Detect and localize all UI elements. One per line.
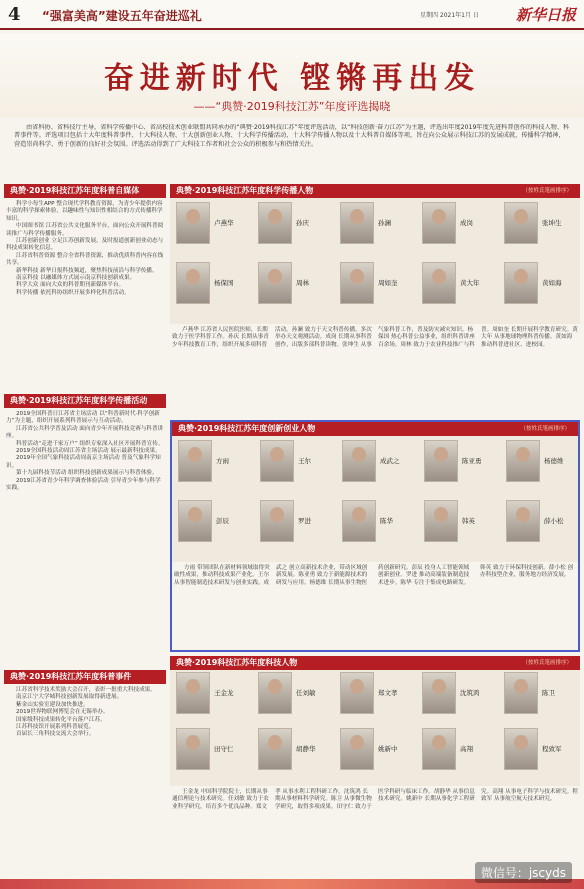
person-card bbox=[502, 500, 564, 558]
person-name: 田守仁 bbox=[214, 745, 234, 753]
person-card bbox=[172, 262, 234, 320]
person-card bbox=[254, 262, 316, 320]
paragraph: 科学传播 依托科协组织开展多样化科普活动。 bbox=[16, 289, 130, 296]
portrait-grid bbox=[170, 198, 580, 324]
section-science-events bbox=[4, 670, 166, 884]
paragraph: 2019世界物联网博览会在无锡举办。 bbox=[16, 709, 109, 716]
paragraph: 王金龙 中国科学院院士，长期从事通信理论与技术研究。任刘敏 致力于农业科学研究，培育多个优良品种。郑文孝 从事水利工程科研工作。沈筑鸿 长期从事材料科学研究。陈卫 从事微生物学研究，取得多项成果。田守仁 致力于医学科研与临床工作。胡静华 从事信息技术研究。姚新中 长期从事化学工程研究。高翔 从事电子科学与技术研究。程致军 从事航空航天技术研究。 bbox=[172, 789, 578, 810]
section-bar: 典赞·2019科技江苏年度科学传播活动 bbox=[4, 394, 166, 408]
person-name: 陈卫 bbox=[542, 689, 555, 697]
person-name: 杨保国 bbox=[214, 279, 234, 287]
person-name: 周林 bbox=[296, 279, 309, 287]
person-name: 沈筑鸿 bbox=[460, 689, 480, 697]
section-self-media bbox=[4, 184, 166, 394]
portrait-photo bbox=[176, 672, 210, 714]
person-name: 程致军 bbox=[542, 745, 562, 753]
section-bar bbox=[172, 422, 578, 436]
paragraph: 科学大众 面向大众的科普期刊新媒体平台。 bbox=[16, 282, 125, 289]
person-card bbox=[418, 262, 480, 320]
person-name: 王尔 bbox=[298, 457, 311, 465]
left-column bbox=[4, 184, 166, 884]
person-card bbox=[256, 500, 318, 558]
section-title: 典赞·2019科技江苏年度创新创业人物 bbox=[178, 424, 316, 433]
portrait-photo bbox=[342, 440, 376, 482]
portrait-photo bbox=[340, 202, 374, 244]
portrait-photo bbox=[176, 728, 210, 770]
person-card bbox=[418, 728, 480, 786]
person-card bbox=[500, 728, 562, 786]
portrait-photo bbox=[340, 728, 374, 770]
paragraph: 第十九届科技节活动 组织科技创新成果展示与科普体验。 bbox=[16, 470, 158, 477]
portrait-photo bbox=[340, 672, 374, 714]
right-column bbox=[170, 184, 580, 884]
person-card bbox=[256, 440, 318, 498]
person-card bbox=[254, 728, 316, 786]
paragraph: 2019全国科普日江苏省主场活动 以“科普新时代·科学创新力”为主题，组织开展系列科普展示与互动活动。 bbox=[6, 411, 160, 425]
paragraph: 江苏创新创业 立足江苏创新发展，及时报道创新创业动态与科技成果转化信息。 bbox=[6, 238, 164, 252]
section-science-activities bbox=[4, 394, 166, 670]
paragraph: 2019江苏省青少年科学调查体验活动 引导青少年参与科学实践。 bbox=[6, 477, 161, 492]
person-card bbox=[336, 728, 398, 786]
section-text bbox=[4, 198, 166, 394]
wechat-watermark: 微信号：jscyds bbox=[475, 862, 572, 883]
person-name: 薛小松 bbox=[544, 517, 564, 525]
portrait-grid bbox=[172, 436, 578, 562]
portrait-photo bbox=[258, 728, 292, 770]
portrait-photo bbox=[340, 262, 374, 304]
portrait-photo bbox=[422, 672, 456, 714]
person-name: 罗进 bbox=[298, 517, 311, 525]
person-name: 陈华 bbox=[380, 517, 393, 525]
person-card bbox=[172, 672, 234, 730]
section-title: 典赞·2019科技江苏年度科学传播人物 bbox=[176, 186, 314, 195]
portrait-photo bbox=[176, 202, 210, 244]
portrait-photo bbox=[504, 728, 538, 770]
person-card bbox=[418, 202, 480, 260]
paragraph: 科普活动“走进千家万户” 组织专家深入社区开展科普宣传。 bbox=[16, 440, 164, 447]
portrait-photo bbox=[258, 262, 292, 304]
paragraph: 江苏省科学技术奖励大会召开，表彰一批重大科技成果。 bbox=[16, 687, 156, 693]
paragraph: 2019年全国气象科技活动周南京主场活动 普及气象科学知识。 bbox=[6, 455, 161, 469]
section-text bbox=[172, 562, 578, 650]
section-bar: 典赞·2019科技江苏年度科普事件 bbox=[4, 670, 166, 684]
person-card bbox=[502, 440, 564, 498]
paragraph: 科学小每生APP 整合现代学科教育资源，为青少年提供内容丰富的科学探索体验，以趣味性与知识性相结合的方式传播科学知识。 bbox=[6, 201, 163, 222]
person-card bbox=[418, 672, 480, 730]
portrait-photo bbox=[504, 262, 538, 304]
person-name: 成武之 bbox=[380, 457, 400, 465]
section-bar bbox=[170, 184, 580, 198]
portrait-photo bbox=[342, 500, 376, 542]
section-text bbox=[4, 408, 166, 670]
paragraph: 江苏科技馆开展系列科普展览。 bbox=[16, 724, 95, 731]
portrait-photo bbox=[506, 500, 540, 542]
headline-title: 奋进新时代 铿锵再出发 bbox=[103, 61, 481, 96]
person-name: 高翔 bbox=[460, 745, 473, 753]
person-name: 黄大年 bbox=[460, 279, 480, 287]
paragraph: 中国图书馆 江苏省公共文化服务平台，面向公众开展科普阅读推广与科学传播服务。 bbox=[6, 223, 164, 237]
portrait-photo bbox=[422, 728, 456, 770]
person-card bbox=[172, 728, 234, 786]
portrait-photo bbox=[260, 500, 294, 542]
paragraph: 南京科技 以融媒体方式展示南京科技创新成果。 bbox=[16, 275, 136, 282]
person-name: 周如奎 bbox=[378, 279, 398, 287]
portrait-photo bbox=[258, 672, 292, 714]
section-title: “强富美高”建设五年奋进巡礼 bbox=[42, 9, 202, 23]
sort-hint: （按姓氏笔画排序） bbox=[522, 188, 572, 194]
paragraph: 江苏省科普资源 整合全省科普资源，推动优质科普内容在线共享。 bbox=[6, 252, 164, 267]
page-header bbox=[0, 0, 584, 30]
person-card bbox=[336, 202, 398, 260]
portrait-photo bbox=[424, 440, 458, 482]
person-name: 任刘敏 bbox=[296, 689, 316, 697]
person-card bbox=[254, 672, 316, 730]
paragraph: 南京江宁大学城科技创新发展取得新进展。 bbox=[16, 694, 123, 701]
portrait-photo bbox=[504, 202, 538, 244]
sort-hint: （按姓氏笔画排序） bbox=[520, 426, 570, 432]
person-name: 彭辰 bbox=[216, 517, 229, 525]
paragraph: 方雨 带领团队在新材料领域取得突破性成果，推动科技成果产业化。王尔 从事智能制造技术研发与创业实践。成武之 创立高新技术企业，带动区域创新发展。陈亚勇 致力于新能源技术的研发与应用。杨德维 长期从事生物医药创新研究。彭辰 投身人工智能领域创新创业。罗进 推动高端装备制造技术进步。陈华 专注于集成电路研发。韩英 致力于环保科技创新。薛小松 创办科技型企业，服务地方经济发展。 bbox=[174, 565, 574, 586]
person-card bbox=[338, 440, 400, 498]
person-name: 孙庆 bbox=[296, 219, 309, 227]
section-text bbox=[170, 786, 580, 874]
paragraph: 江苏省公共科学普及活动 面向青少年开展科技竞赛与科普讲座。 bbox=[6, 425, 164, 440]
headline-banner bbox=[0, 34, 584, 118]
person-card bbox=[254, 202, 316, 260]
person-name: 方雨 bbox=[216, 457, 229, 465]
person-name: 黄如海 bbox=[542, 279, 562, 287]
section-innovators bbox=[170, 420, 580, 652]
person-name: 张坤生 bbox=[542, 219, 562, 227]
paragraph: 新华科技 新华日报科技频道，聚焦科技前沿与科学传播。 bbox=[16, 267, 158, 274]
section-bar bbox=[170, 656, 580, 670]
portrait-photo bbox=[422, 202, 456, 244]
person-name: 郑文孝 bbox=[378, 689, 398, 697]
portrait-grid bbox=[170, 670, 580, 786]
person-card bbox=[172, 202, 234, 260]
portrait-photo bbox=[506, 440, 540, 482]
person-card bbox=[336, 262, 398, 320]
person-name: 韩英 bbox=[462, 517, 475, 525]
person-card bbox=[174, 440, 236, 498]
person-name: 胡静华 bbox=[296, 745, 316, 753]
section-title: 典赞·2019科技江苏年度科技人物 bbox=[176, 658, 298, 667]
portrait-photo bbox=[424, 500, 458, 542]
newspaper-brand-logo: 新华日报 bbox=[515, 6, 576, 24]
issue-date: 星期四 2021年1月 日 bbox=[420, 12, 479, 19]
portrait-photo bbox=[260, 440, 294, 482]
portrait-photo bbox=[422, 262, 456, 304]
person-name: 姚新中 bbox=[378, 745, 398, 753]
paragraph: 首届长三角科技交流大会举行。 bbox=[16, 731, 95, 738]
paragraph: 卢燕华 江苏省人民医院医师，长期致力于医学科普工作。孙庆 长期从事青少年科技教育工作，组织开展多项科普活动。孙澜 致力于天文科普传播，多次举办天文观测活动。成岗 长期从事科普创作，出版多部科普读物。张坤生 从事气象科普工作，普及防灾减灾知识。杨保国 热心科普公益事业，组织科普讲座百余场。周林 致力于农业科技推广与科普。周如奎 长期开展科学教育研究。黄大年 从事地球物理科普传播。黄如海 推动科普进社区、进校园。 bbox=[172, 327, 578, 348]
person-name: 孙澜 bbox=[378, 219, 391, 227]
intro-paragraph: 由省科协、省科技厅主导，省科学传播中心、省高校技术创业联盟共同承办的“典赞·2019科技江苏”年度评选活动，以“科技创新·奋力江苏”为主题，评选出年度2019年度先进科普创作的科技人物、科普事件等。评选项目包括十大年度科普事件、十大科技人物、十大创新创业人物、十大科学传播活动、十大科学传播人物以及十大科普自媒体等项，旨在向公众展示科技江苏的发展成就，传播科学精神，营造崇尚科学、勇于创新的良好社会氛围。评选活动得到了广大科技工作者和社会公众的积极参与和热情关注。 bbox=[14, 124, 570, 148]
person-name: 成岗 bbox=[460, 219, 473, 227]
person-card bbox=[500, 202, 562, 260]
person-card bbox=[336, 672, 398, 730]
section-tech-figures bbox=[170, 656, 580, 874]
section-bar: 典赞·2019科技江苏年度科普自媒体 bbox=[4, 184, 166, 198]
portrait-photo bbox=[504, 672, 538, 714]
paragraph: 2019全国科技活动周江苏省主场活动 展示最新科技成果。 bbox=[16, 448, 161, 455]
section-text bbox=[4, 684, 166, 884]
person-card bbox=[420, 440, 482, 498]
person-name: 王金龙 bbox=[214, 689, 234, 697]
page-number: 4 bbox=[8, 4, 21, 25]
portrait-photo bbox=[178, 440, 212, 482]
section-text bbox=[170, 324, 580, 418]
headline-subtitle: ——“典赞·2019科技江苏”年度评选揭晓 bbox=[193, 100, 391, 113]
person-card bbox=[174, 500, 236, 558]
person-card bbox=[500, 672, 562, 730]
portrait-photo bbox=[258, 202, 292, 244]
sort-hint: （按姓氏笔画排序） bbox=[522, 660, 572, 666]
section-communicators bbox=[170, 184, 580, 418]
person-card bbox=[420, 500, 482, 558]
person-name: 陈亚勇 bbox=[462, 457, 482, 465]
person-card bbox=[338, 500, 400, 558]
paragraph: 国家级科技成果转化平台落户江苏。 bbox=[16, 716, 106, 723]
portrait-photo bbox=[176, 262, 210, 304]
person-name: 卢燕华 bbox=[214, 219, 234, 227]
paragraph: 紫金山实验室建设加快推进。 bbox=[16, 701, 89, 708]
person-name: 杨德维 bbox=[544, 457, 564, 465]
portrait-photo bbox=[178, 500, 212, 542]
person-card bbox=[500, 262, 562, 320]
